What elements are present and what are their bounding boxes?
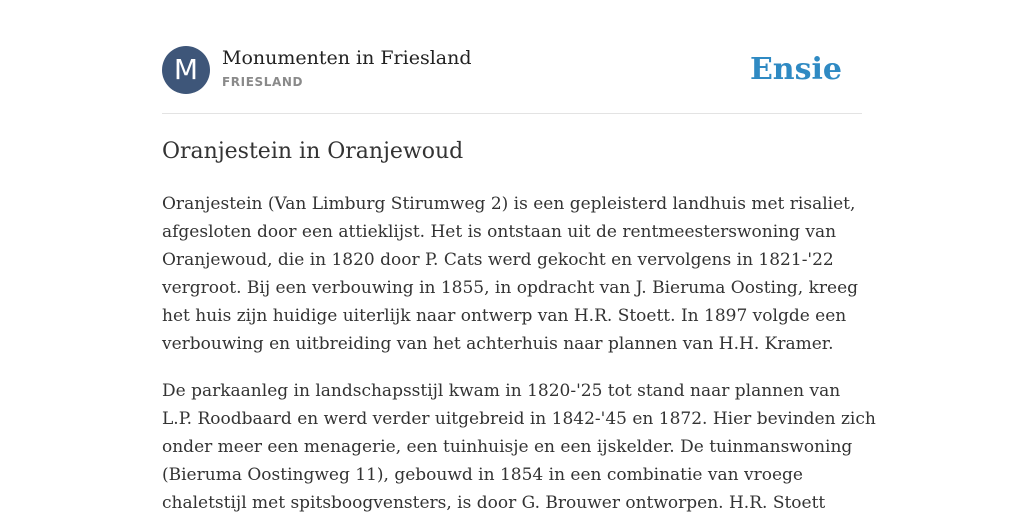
paragraph-line: chaletstijl met spitsboogvensters, is door G. Brouwer ontworpen. H.R. Stoett xyxy=(162,493,826,512)
paragraph-line: L.P. Roodbaard en werd verder uitgebreid in 1842-'45 en 1872. Hier bevinden zich xyxy=(162,409,876,429)
paragraph-line: Oranjestein (Van Limburg Stirumweg 2) is een gepleisterd landhuis met risaliet, xyxy=(162,194,856,214)
paragraph-line: (Bieruma Oostingweg 11), gebouwd in 1854 in een combinatie van vroege xyxy=(162,465,803,485)
collection-subtitle[interactable]: FRIESLAND xyxy=(222,75,304,89)
paragraph-line: afgesloten door een attieklijst. Het is ontstaan uit de rentmeesterswoning van xyxy=(162,222,837,242)
collection-title[interactable]: Monumenten in Friesland xyxy=(222,47,472,69)
brand-logo[interactable]: Ensie xyxy=(749,52,842,87)
paragraph-line: onder meer een menagerie, een tuinhuisje en een ijskelder. De tuinmanswoning xyxy=(162,437,853,457)
paragraph-line: Oranjewoud, die in 1820 door P. Cats werd gekocht en vervolgens in 1821-'22 xyxy=(162,250,834,270)
article-paragraph xyxy=(162,190,862,358)
article-title: Oranjestein in Oranjewoud xyxy=(162,139,464,164)
article-paragraph xyxy=(162,377,876,512)
paragraph-line: het huis zijn huidige uiterlijk naar ontwerp van H.R. Stoett. In 1897 volgde een xyxy=(162,306,847,326)
paragraph-line: verbouwing en uitbreiding van het achterhuis naar plannen van H.H. Kramer. xyxy=(162,334,834,354)
paragraph-line: vergroot. Bij een verbouwing in 1855, in opdracht van J. Bieruma Oosting, kreeg xyxy=(162,278,859,298)
avatar[interactable]: M xyxy=(162,46,210,94)
paragraph-line: De parkaanleg in landschapsstijl kwam in 1820-'25 tot stand naar plannen van xyxy=(162,381,841,401)
header xyxy=(162,46,862,96)
article xyxy=(162,136,876,512)
header-divider xyxy=(162,113,862,114)
